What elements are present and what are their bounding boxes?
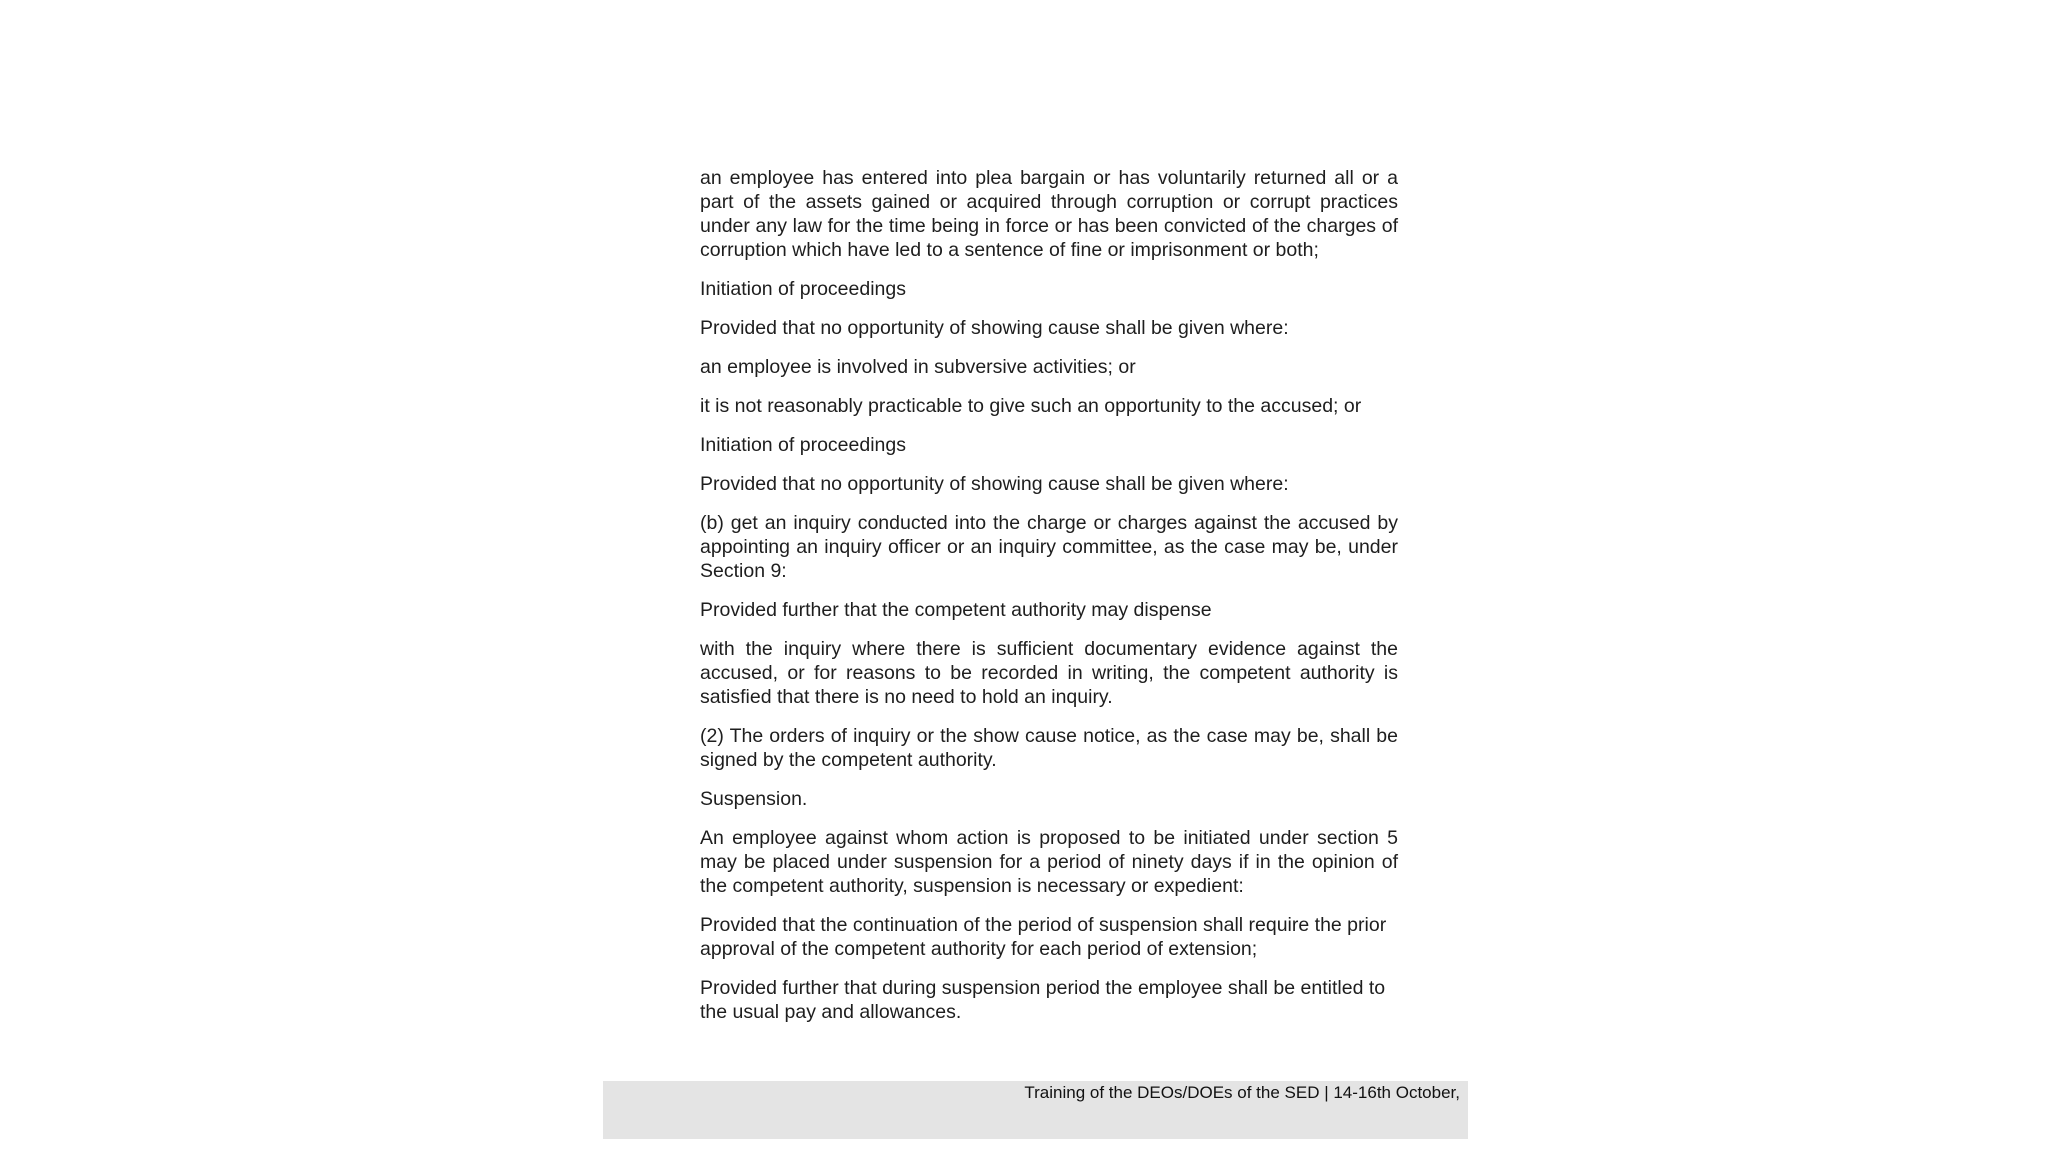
footer-text: Training of the DEOs/DOEs of the SED | 14-16th October, xyxy=(1024,1083,1460,1102)
heading-suspension: Suspension. xyxy=(700,788,808,810)
paragraph-subversive-activities: an employee is involved in subversive activities; or xyxy=(700,356,1136,378)
paragraph-no-opportunity-proviso: Provided that no opportunity of showing cause shall be given where: xyxy=(700,317,1289,339)
paragraph-inquiry-conducted: (b) get an inquiry conducted into the charge or charges against the accused by appointing an inquiry officer or an inquiry committee, as the case may be, under Section 9: xyxy=(700,512,1398,582)
paragraph-plea-bargain: an employee has entered into plea bargain or has voluntarily returned all or a part of the assets gained or acquired through corruption or corrupt practices under any law for the time being in force or has been convicted of the charges of corruption which have led to a sentence of fine or imprisonment or both; xyxy=(700,167,1398,261)
paragraph-orders-signed: (2) The orders of inquiry or the show cause notice, as the case may be, shall be signed by the competent authority. xyxy=(700,725,1398,771)
paragraph-dispense-proviso: Provided further that the competent authority may dispense xyxy=(700,599,1212,621)
paragraph-not-practicable: it is not reasonably practicable to give such an opportunity to the accused; or xyxy=(700,395,1362,417)
paragraph-no-opportunity-proviso-repeat: Provided that no opportunity of showing cause shall be given where: xyxy=(700,473,1289,495)
paragraph-sufficient-evidence: with the inquiry where there is sufficient documentary evidence against the accused, or for reasons to be recorded in writing, the competent authority is satisfied that there is no need to hold an inquiry. xyxy=(700,638,1398,708)
heading-initiation-of-proceedings: Initiation of proceedings xyxy=(700,278,906,300)
heading-initiation-of-proceedings-repeat: Initiation of proceedings xyxy=(700,434,906,456)
paragraph-suspension-extension: Provided that the continuation of the period of suspension shall require the prior approval of the competent authority for each period of extension; xyxy=(700,914,1387,960)
document-body xyxy=(700,166,1398,1039)
paragraph-suspension-ninety-days: An employee against whom action is proposed to be initiated under section 5 may be placed under suspension for a period of ninety days if in the opinion of the competent authority, suspension is necessary or expedient: xyxy=(700,827,1398,897)
paragraph-pay-allowances: Provided further that during suspension period the employee shall be entitled to the usual pay and allowances. xyxy=(700,977,1386,1023)
page-footer xyxy=(603,1081,1468,1139)
